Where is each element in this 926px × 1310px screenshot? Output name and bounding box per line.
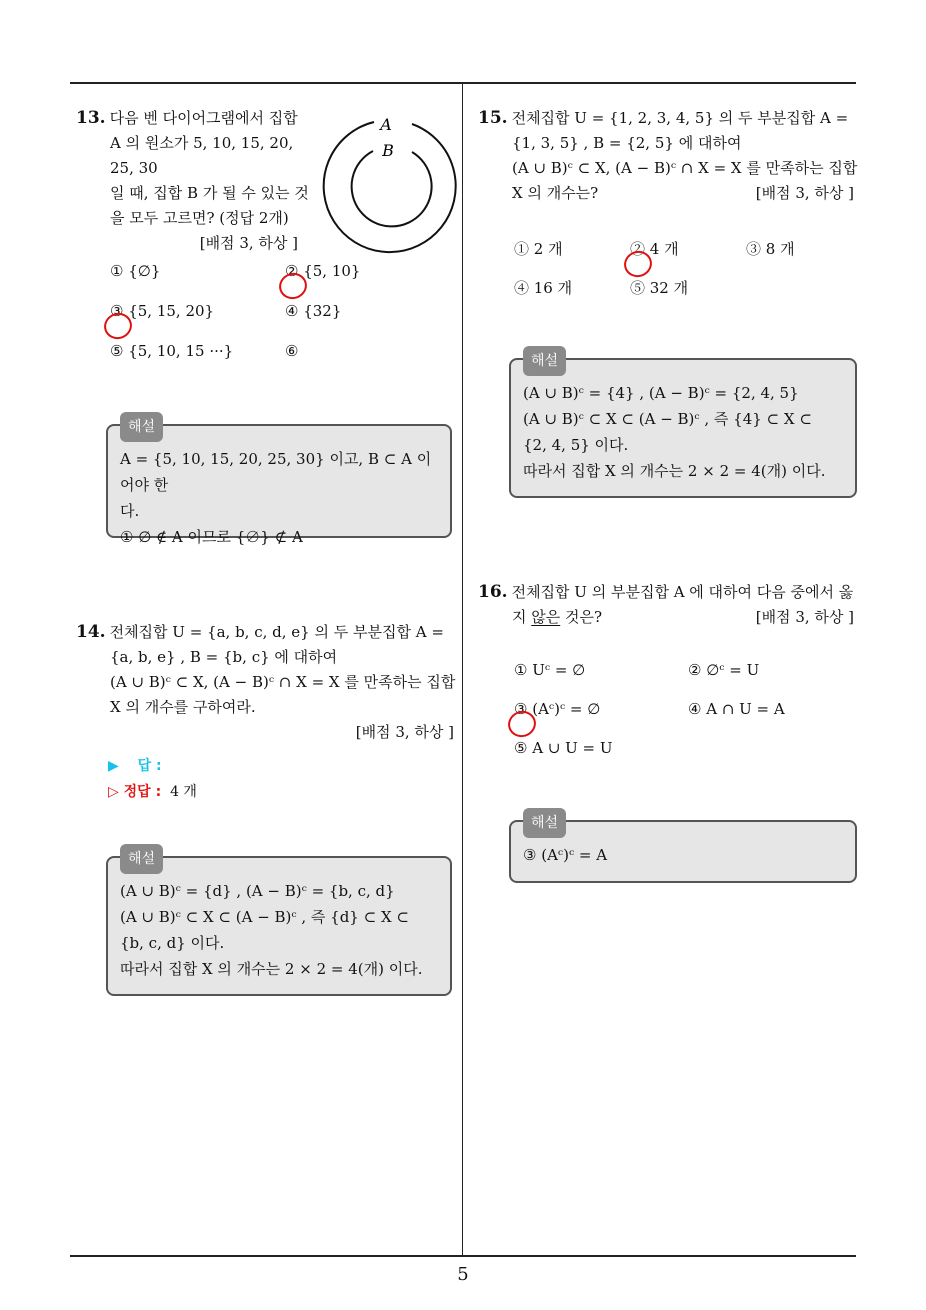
- top-rule: [70, 82, 856, 84]
- explanation-box-16: [509, 815, 857, 883]
- question-15-line-2: {1, 3, 5} , B = {2, 5} 에 대하여: [512, 134, 742, 152]
- explanation-15-line-4: 따라서 집합 X 의 개수는 2 × 2 = 4(개) 이다.: [523, 462, 826, 480]
- venn-label-b: B: [382, 141, 394, 160]
- emphasis-underline: 않은: [531, 608, 561, 626]
- explanation-13-line-1: A = {5, 10, 15, 20, 25, 30} 이고, B ⊂ A 이어야 한: [120, 450, 432, 494]
- question-15: [478, 106, 858, 206]
- question-14: [76, 620, 456, 745]
- explanation-14-line-4: 따라서 집합 X 의 개수는 2 × 2 = 4(개) 이다.: [120, 960, 423, 978]
- correct-label: 정답 :: [123, 784, 162, 800]
- choice-13-2[interactable]: ② {5, 10}: [285, 262, 361, 280]
- question-13-line-3: 일 때, 집합 B 가 될 수 있는 것: [110, 184, 309, 202]
- choice-15-2[interactable]: ② 4 개: [630, 240, 679, 258]
- correct-answer-14: [108, 781, 197, 801]
- explanation-15-line-2: (A ∪ B)ᶜ ⊂ X ⊂ (A − B)ᶜ , 즉 {4} ⊂ X ⊂: [523, 410, 812, 428]
- question-13-line-2: A 의 원소가 5, 10, 15, 20, 25, 30: [110, 134, 294, 177]
- question-15-score: [배점 3, 하상 ]: [755, 184, 854, 202]
- question-15-number: 15.: [478, 108, 508, 128]
- question-13: [76, 106, 316, 256]
- explanation-box-15: [509, 353, 857, 498]
- choice-13-3[interactable]: ③ {5, 15, 20}: [110, 302, 215, 320]
- answer-label: 답 :: [137, 758, 162, 774]
- question-14-line-1: 14. 전체집합 U = {a, b, c, d, e} 의 두 부분집합 A =: [76, 622, 444, 642]
- venn-diagram: [318, 110, 458, 260]
- choice-16-2[interactable]: ② ∅ᶜ = U: [688, 661, 760, 679]
- choice-16-4[interactable]: ④ A ∩ U = A: [688, 700, 785, 718]
- choice-16-1[interactable]: ① Uᶜ = ∅: [514, 661, 586, 679]
- choice-15-5[interactable]: ⑤ 32 개: [630, 279, 689, 297]
- question-13-line-1: 13. 다음 벤 다이어그램에서 집합: [76, 108, 298, 128]
- question-13-number: 13.: [76, 108, 106, 128]
- choice-16-3[interactable]: ③ (Aᶜ)ᶜ = ∅: [514, 700, 601, 718]
- question-16: [478, 580, 858, 630]
- question-16-line-2: 지 않은 것은? [배점 3, 하상 ]: [478, 605, 854, 630]
- venn-label-a: A: [380, 115, 392, 134]
- choice-15-3[interactable]: ③ 8 개: [746, 240, 795, 258]
- question-15-line-4: X 의 개수는? [배점 3, 하상 ]: [478, 181, 854, 206]
- bottom-rule: [70, 1255, 856, 1257]
- question-15-line-1: 15. 전체집합 U = {1, 2, 3, 4, 5} 의 두 부분집합 A =: [478, 108, 849, 128]
- venn-inner-set: [352, 151, 432, 226]
- question-16-number: 16.: [478, 582, 508, 602]
- explanation-tag-15: 해설: [523, 346, 566, 376]
- question-16-score: [배점 3, 하상 ]: [755, 608, 854, 626]
- explanation-13-line-3: ① ∅ ∉ A 이므로 {∅} ⊄ A: [120, 528, 303, 546]
- question-13-line-4: 을 모두 고르면? (정답 2개): [110, 209, 289, 227]
- explanation-tag-13: 해설: [120, 412, 163, 442]
- choice-16-5[interactable]: ⑤ A ∪ U = U: [514, 739, 613, 757]
- explanation-14-line-3: {b, c, d} 이다.: [120, 934, 225, 952]
- question-13-score: [배점 3, 하상 ]: [199, 234, 298, 252]
- choice-13-5[interactable]: ⑤ {5, 10, 15 ···}: [110, 342, 234, 360]
- explanation-tag-14: 해설: [120, 844, 163, 874]
- answer-arrow-icon: ▶: [108, 758, 119, 774]
- explanation-15-line-3: {2, 4, 5} 이다.: [523, 436, 629, 454]
- question-16-line-1: 16. 전체집합 U 의 부분집합 A 에 대하여 다음 중에서 옳: [478, 582, 854, 602]
- answer-field-14[interactable]: [108, 755, 162, 775]
- page-number: 5: [457, 1264, 469, 1285]
- explanation-14-line-2: (A ∪ B)ᶜ ⊂ X ⊂ (A − B)ᶜ , 즉 {d} ⊂ X ⊂: [120, 908, 409, 926]
- choice-15-1[interactable]: ① 2 개: [514, 240, 563, 258]
- correct-value: 4 개: [170, 784, 197, 800]
- explanation-box-13: [106, 419, 452, 546]
- question-14-number: 14.: [76, 622, 106, 642]
- explanation-tag-16: 해설: [523, 808, 566, 838]
- column-divider: [462, 84, 463, 1256]
- explanation-box-14: [106, 851, 452, 996]
- choice-13-6[interactable]: ⑥: [285, 342, 299, 360]
- choice-15-4[interactable]: ④ 16 개: [514, 279, 573, 297]
- explanation-14-line-1: (A ∪ B)ᶜ = {d} , (A − B)ᶜ = {b, c, d}: [120, 882, 395, 900]
- question-14-score: [배점 3, 하상 ]: [355, 723, 454, 741]
- correct-arrow-icon: ▷: [108, 784, 119, 800]
- choice-13-4[interactable]: ④ {32}: [285, 302, 342, 320]
- question-14-line-4: X 의 개수를 구하여라.: [110, 698, 256, 716]
- question-14-line-3: (A ∪ B)ᶜ ⊂ X, (A − B)ᶜ ∩ X = X 를 만족하는 집합: [110, 673, 456, 691]
- question-15-line-3: (A ∪ B)ᶜ ⊂ X, (A − B)ᶜ ∩ X = X 를 만족하는 집합: [512, 159, 858, 177]
- choice-13-1[interactable]: ① {∅}: [110, 262, 161, 280]
- explanation-16-line-1: ③ (Aᶜ)ᶜ = A: [523, 846, 608, 864]
- question-14-line-2: {a, b, e} , B = {b, c} 에 대하여: [110, 648, 338, 666]
- explanation-13-line-2: 다.: [120, 502, 140, 520]
- explanation-15-line-1: (A ∪ B)ᶜ = {4} , (A − B)ᶜ = {2, 4, 5}: [523, 384, 799, 402]
